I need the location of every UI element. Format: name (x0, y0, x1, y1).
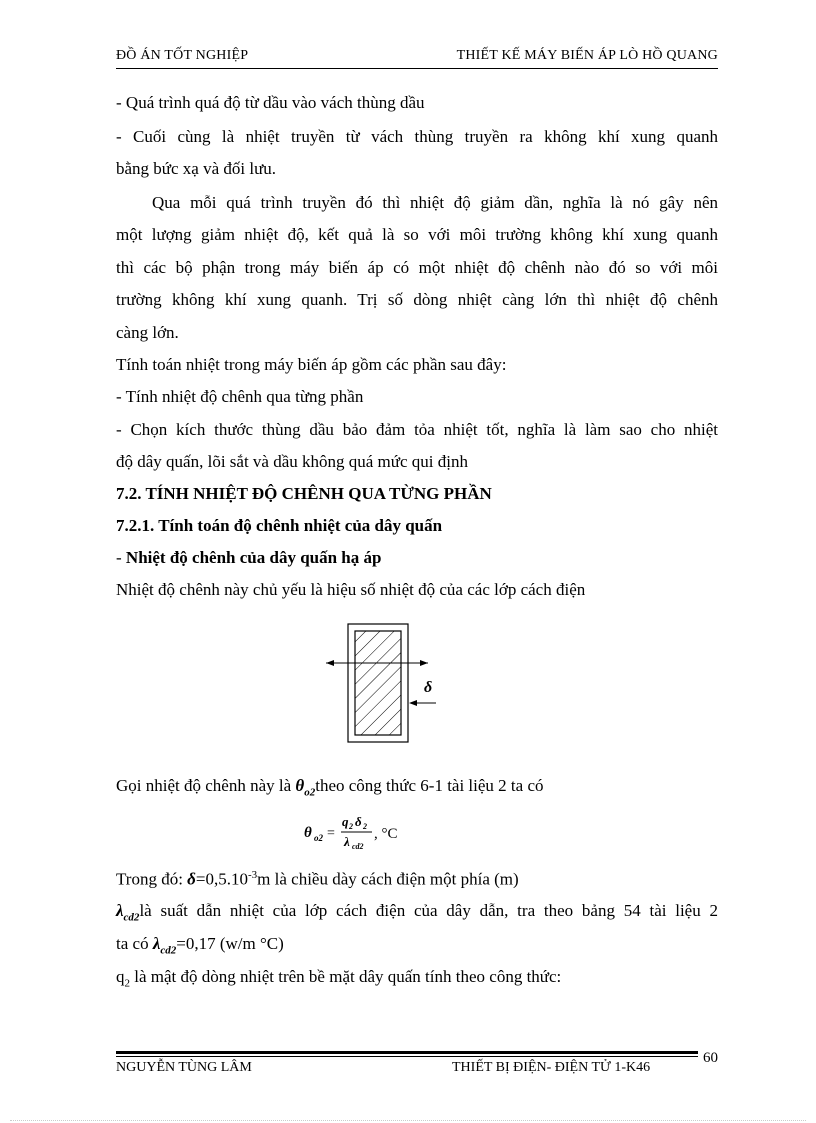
paragraph-line: - Chọn kích thước thùng dầu bảo đảm tỏa nhiệt tốt, nghĩa là làm sao cho nhiệt (116, 420, 718, 439)
arrow-right (420, 660, 428, 666)
text: là mật độ dòng nhiệt trên bề mặt dây quấn tính theo công thức: (130, 967, 562, 986)
formula-theta-sub: o2 (314, 833, 323, 843)
text: ta có (116, 934, 149, 953)
paragraph-line: Tính toán nhiệt trong máy biến áp gồm các phần sau đây: (116, 355, 507, 374)
text: =0,5.10 (195, 869, 248, 889)
subheading-text: Nhiệt độ chênh của dây quấn hạ áp (125, 548, 382, 567)
formula-lambda: λ (344, 834, 350, 849)
lambda-subscript: cd2 (123, 911, 140, 924)
paragraph-line: bằng bức xạ và đối lưu. (116, 159, 277, 178)
delta-symbol: δ (187, 869, 196, 889)
footer-rule (116, 1056, 698, 1057)
pointer-arrow (409, 700, 417, 706)
conductor-hatched (355, 631, 401, 735)
paragraph-line (116, 934, 284, 956)
delta-label: δ (424, 679, 433, 696)
paragraph-line: càng lớn. (116, 323, 179, 342)
text: Trong đó: (116, 869, 183, 889)
header-right: THIẾT KẾ MÁY BIẾN ÁP LÒ HỒ QUANG (456, 48, 718, 63)
section-heading: 7.2. TÍNH NHIỆT ĐỘ CHÊNH QUA TỪNG PHẦN (116, 484, 492, 503)
paragraph-line: thì các bộ phận trong máy biến áp có một nhiệt độ chênh nào đó so với môi (116, 258, 718, 277)
text: =0,17 (w/m °C) (176, 934, 284, 953)
formula-lambda-sub: cd2 (352, 842, 364, 851)
footer-rule (116, 1051, 698, 1054)
paragraph-line: - Cuối cùng là nhiệt truyền từ vách thùng truyền ra không khí xung quanh (116, 127, 718, 146)
lambda-glyph: λ (152, 934, 161, 953)
lambda-glyph: λ (116, 901, 124, 920)
paragraph-line: một lượng giảm nhiệt độ, kết quả là so với môi trường không khí xung quanh (116, 225, 718, 244)
theta-symbol (295, 776, 316, 799)
page-footer (116, 1060, 718, 1080)
text: m là chiều dày cách điện một phía (m) (257, 869, 519, 889)
text: theo công thức 6-1 tài liệu 2 ta có (315, 776, 544, 795)
paragraph-line: Nhiệt độ chênh này chủ yếu là hiệu số nhiệt độ của các lớp cách điện (116, 580, 586, 599)
formula-delta-sub: 2 (363, 822, 367, 831)
text: Gọi nhiệt độ chênh này là (116, 776, 292, 795)
theta-subscript: o2 (304, 786, 316, 799)
footer-right: THIẾT BỊ ĐIỆN- ĐIỆN TỬ 1-K46 (452, 1060, 651, 1075)
page-header (116, 48, 718, 68)
lambda-symbol (116, 901, 140, 924)
header-left: ĐỒ ÁN TỐT NGHIỆP (116, 48, 249, 63)
paragraph-line (116, 776, 544, 798)
lambda-symbol (152, 934, 177, 957)
formula-theta: θ (304, 825, 312, 841)
subsection-heading: 7.2.1. Tính toán độ chênh nhiệt của dây quấn (116, 516, 443, 535)
header-rule (116, 68, 718, 69)
subheading-dash: - (116, 548, 126, 567)
page-bottom-dotted-line (10, 1120, 806, 1121)
footer-left: NGUYỄN TÙNG LÂM (116, 1060, 252, 1075)
text: là suất dẫn nhiệt của lớp cách điện của dây dẫn, tra theo bảng 54 tài liệu 2 (139, 901, 718, 920)
paragraph-line: độ dây quấn, lõi sắt và dầu không quá mức qui định (116, 452, 468, 471)
insulation-cross-section-figure (320, 620, 450, 745)
paragraph-line (116, 869, 519, 890)
page-number: 60 (703, 1050, 718, 1066)
text: q (116, 967, 125, 986)
paragraph-line: Qua mỗi quá trình truyền đó thì nhiệt độ giảm dần, nghĩa là nó gây nên (152, 193, 718, 212)
paragraph-line: - Tính nhiệt độ chênh qua từng phần (116, 387, 364, 406)
formula-equals: = (327, 826, 335, 841)
paragraph-line: trường không khí xung quanh. Trị số dòng nhiệt càng lớn thì nhiệt độ chênh (116, 290, 718, 309)
subheading (116, 548, 381, 568)
paragraph-line: - Quá trình quá độ từ dầu vào vách thùng dầu (116, 93, 425, 112)
subscript: 2 (124, 977, 130, 990)
formula-q-sub: 2 (349, 822, 353, 831)
lambda-subscript: cd2 (160, 944, 177, 957)
theta-glyph: θ (295, 776, 305, 795)
paragraph-line (116, 901, 718, 923)
formula-unit: , °C (374, 826, 398, 842)
formula-delta: δ (355, 814, 362, 829)
formula-q: q (342, 814, 349, 829)
arrow-left (326, 660, 334, 666)
paragraph-line (116, 967, 561, 989)
formula (304, 812, 424, 852)
exponent: -3 (247, 869, 258, 881)
